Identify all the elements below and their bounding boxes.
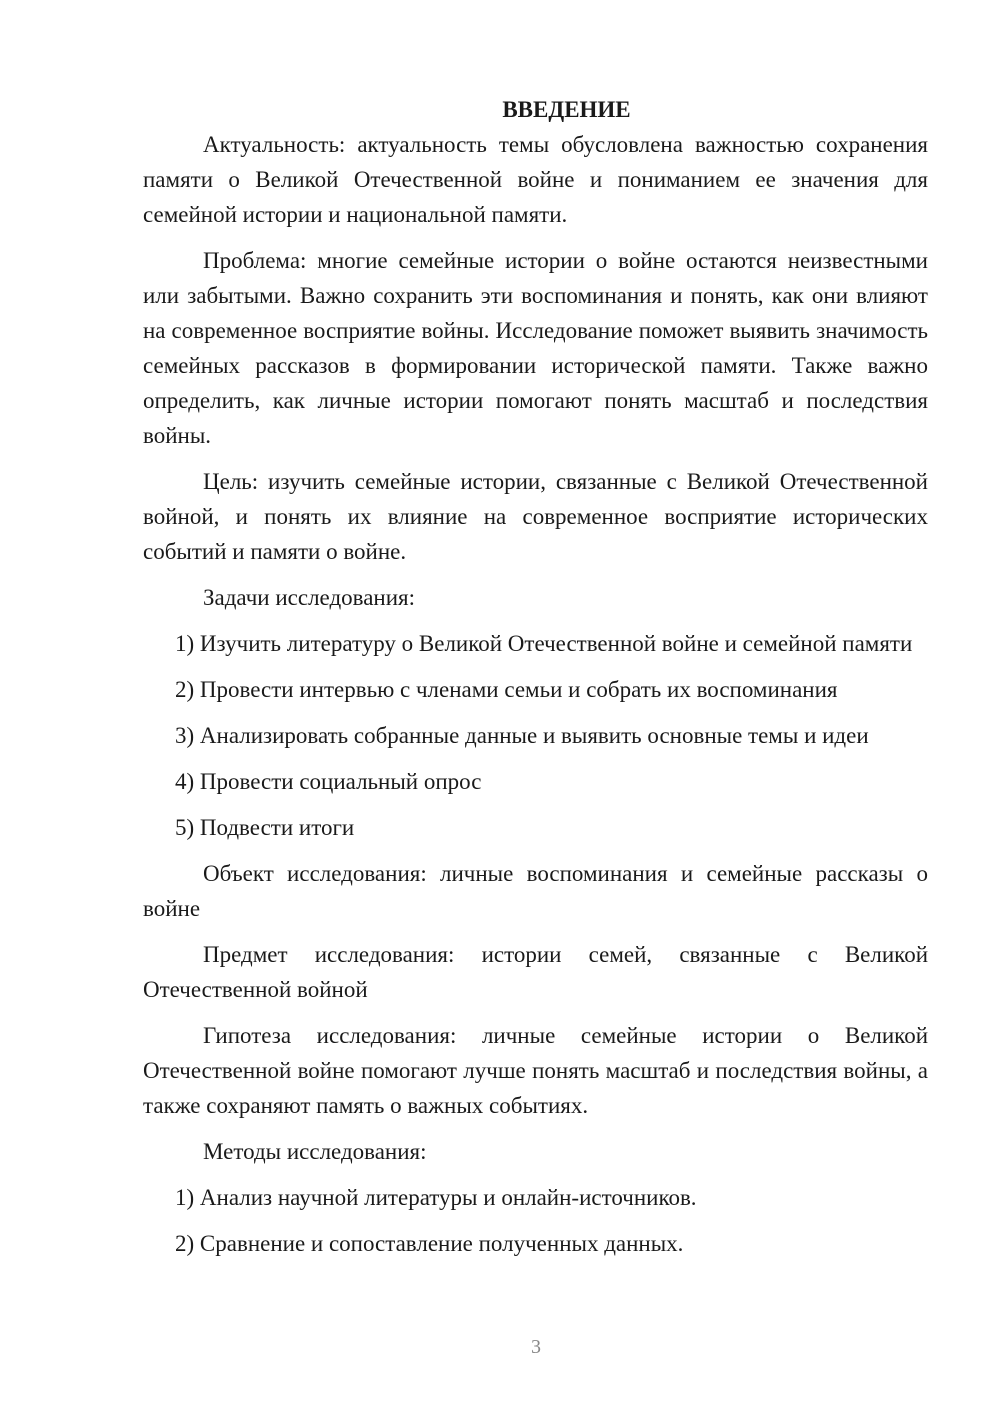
section-heading: ВВЕДЕНИЕ [502,97,631,122]
page-number: 3 [531,1336,541,1358]
task-item: 3) Анализировать собранные данные и выявить основные темы и идеи [175,723,869,748]
task-item: 5) Подвести итоги [175,815,355,840]
method-item: 2) Сравнение и сопоставление полученных данных. [175,1231,684,1256]
task-item: 2) Провести интервью с членами семьи и собрать их воспоминания [175,677,838,702]
methods-title: Методы исследования: [203,1139,427,1164]
subject-paragraph: Предмет исследования: истории семей, связанные с Великой Отечественной войной [143,942,928,1002]
actuality-paragraph: Актуальность: актуальность темы обусловлена важностью сохранения памяти о Великой Отечественной войне и пониманием ее значения для семейной истории и национальной памяти. [143,132,928,227]
method-item: 1) Анализ научной литературы и онлайн-источников. [175,1185,697,1210]
problem-paragraph: Проблема: многие семейные истории о войне остаются неизвестными или забытыми. Важно сохранить эти воспоминания и понять, как они влияют на современное восприятие войны. Исследование поможет выявить значимость семейных рассказов в формировании исторической памяти. Также важно определить, как личные истории помогают понять масштаб и последствия войны. [143,248,928,448]
task-item: 1) Изучить литературу о Великой Отечественной войне и семейной памяти [175,631,913,656]
task-item: 4) Провести социальный опрос [175,769,482,794]
object-paragraph: Объект исследования: личные воспоминания и семейные рассказы о войне [143,861,928,921]
tasks-title: Задачи исследования: [203,585,416,610]
hypothesis-paragraph: Гипотеза исследования: личные семейные истории о Великой Отечественной войне помогают лучше понять масштаб и последствия войны, а также сохраняют память о важных событиях. [143,1023,928,1118]
page-content [143,92,928,1261]
goal-paragraph: Цель: изучить семейные истории, связанные с Великой Отечественной войной, и понять их влияние на современное восприятие исторических событий и памяти о войне. [143,469,928,564]
